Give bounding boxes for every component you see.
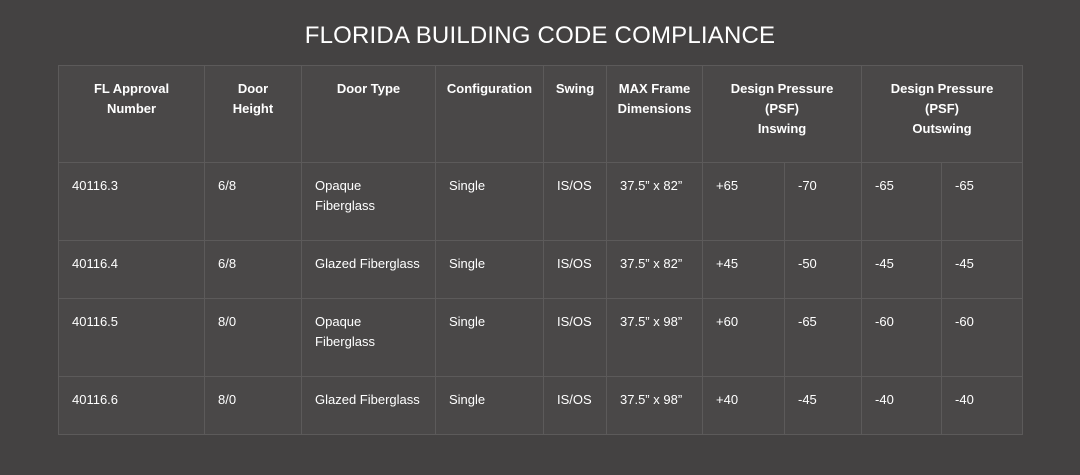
cell-door-height: 8/0 — [205, 299, 302, 377]
compliance-table — [58, 65, 1023, 435]
cell-outswing-a: -40 — [862, 377, 942, 435]
cell-inswing-negative: -65 — [785, 299, 862, 377]
cell-approval-number: 40116.4 — [59, 241, 205, 299]
cell-door-type: Glazed Fiberglass — [302, 241, 436, 299]
cell-outswing-b: -45 — [942, 241, 1023, 299]
cell-door-height: 6/8 — [205, 163, 302, 241]
header-door-height: Door Height — [205, 66, 302, 163]
cell-outswing-b: -65 — [942, 163, 1023, 241]
cell-approval-number: 40116.5 — [59, 299, 205, 377]
cell-frame-dimensions: 37.5” x 98” — [607, 377, 703, 435]
table-row — [59, 377, 1023, 435]
cell-outswing-a: -60 — [862, 299, 942, 377]
cell-outswing-a: -45 — [862, 241, 942, 299]
cell-door-type: Glazed Fiberglass — [302, 377, 436, 435]
cell-inswing-negative: -45 — [785, 377, 862, 435]
cell-inswing-negative: -70 — [785, 163, 862, 241]
table-row — [59, 163, 1023, 241]
header-configuration: Configuration — [436, 66, 544, 163]
header-door-type: Door Type — [302, 66, 436, 163]
page-title: FLORIDA BUILDING CODE COMPLIANCE — [304, 22, 776, 49]
cell-swing: IS/OS — [544, 377, 607, 435]
cell-configuration: Single — [436, 377, 544, 435]
cell-door-height: 8/0 — [205, 377, 302, 435]
cell-frame-dimensions: 37.5” x 82” — [607, 163, 703, 241]
cell-door-type: Opaque Fiberglass — [302, 163, 436, 241]
cell-outswing-b: -40 — [942, 377, 1023, 435]
cell-inswing-positive: +65 — [703, 163, 785, 241]
cell-inswing-positive: +40 — [703, 377, 785, 435]
cell-outswing-a: -65 — [862, 163, 942, 241]
cell-approval-number: 40116.3 — [59, 163, 205, 241]
cell-inswing-negative: -50 — [785, 241, 862, 299]
cell-swing: IS/OS — [544, 299, 607, 377]
cell-inswing-positive: +45 — [703, 241, 785, 299]
header-max-frame-dimensions: MAX Frame Dimensions — [607, 66, 703, 163]
cell-configuration: Single — [436, 241, 544, 299]
cell-outswing-b: -60 — [942, 299, 1023, 377]
table-row — [59, 299, 1023, 377]
header-swing: Swing — [544, 66, 607, 163]
cell-swing: IS/OS — [544, 163, 607, 241]
cell-swing: IS/OS — [544, 241, 607, 299]
cell-frame-dimensions: 37.5” x 82” — [607, 241, 703, 299]
cell-door-type: Opaque Fiberglass — [302, 299, 436, 377]
table-header-row — [59, 66, 1023, 163]
cell-door-height: 6/8 — [205, 241, 302, 299]
cell-configuration: Single — [436, 299, 544, 377]
cell-inswing-positive: +60 — [703, 299, 785, 377]
table-row — [59, 241, 1023, 299]
header-fl-approval-number: FL Approval Number — [59, 66, 205, 163]
cell-approval-number: 40116.6 — [59, 377, 205, 435]
header-design-pressure-outswing: Design Pressure (PSF) Outswing — [862, 66, 1023, 163]
header-design-pressure-inswing: Design Pressure (PSF) Inswing — [703, 66, 862, 163]
cell-configuration: Single — [436, 163, 544, 241]
cell-frame-dimensions: 37.5” x 98” — [607, 299, 703, 377]
